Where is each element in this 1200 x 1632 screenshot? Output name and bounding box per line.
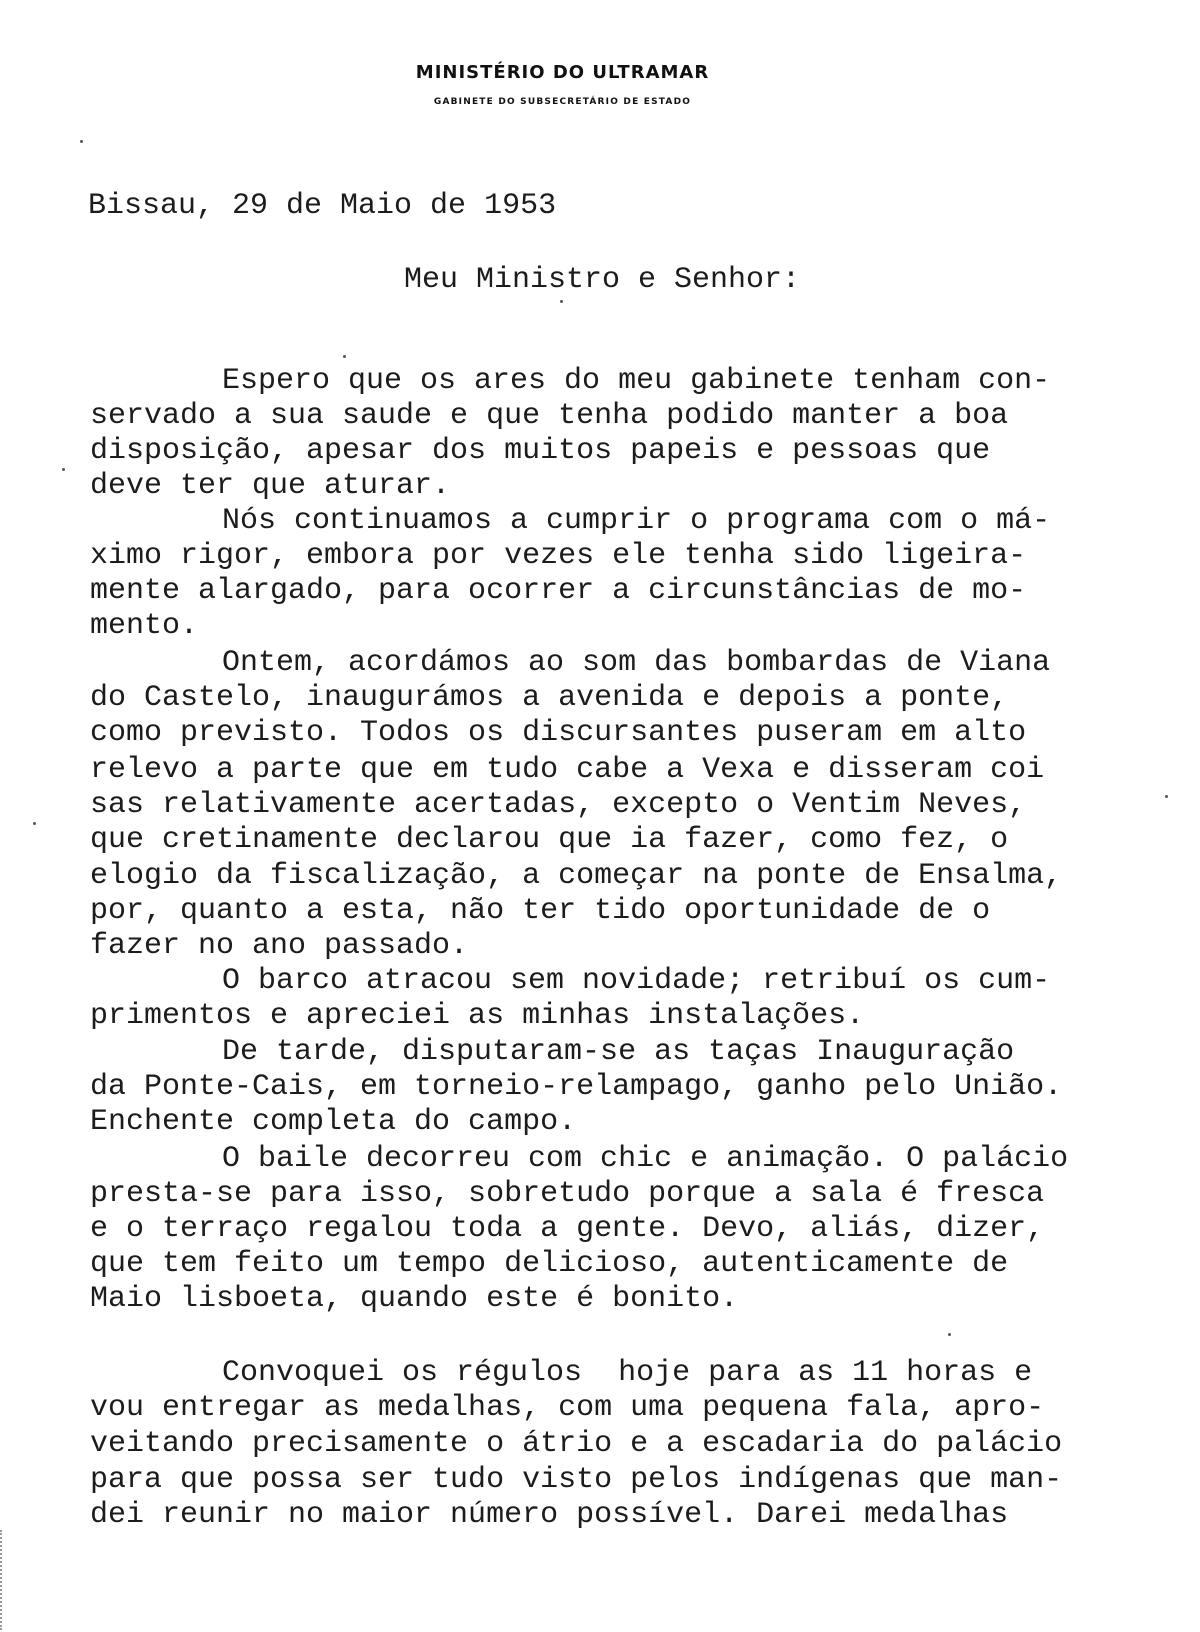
letter-line: Enchente completa do campo. [90, 1105, 577, 1139]
letter-line: Convoquei os régulos hoje para as 11 horas e [222, 1356, 1033, 1390]
letter-line: mente alargado, para ocorrer a circunstâncias de mo- [90, 574, 1027, 608]
paper-speck [343, 355, 346, 358]
letter-line: da Ponte-Cais, em torneio-relampago, ganho pelo União. [90, 1070, 1063, 1104]
letter-line: como previsto. Todos os discursantes puseram em alto [90, 716, 1027, 750]
letter-line: veitando precisamente o átrio e a escadaria do palácio [90, 1427, 1063, 1461]
letter-line: vou entregar as medalhas, com uma pequena fala, apro- [90, 1391, 1045, 1425]
letterhead-title: MINISTÉRIO DO ULTRAMAR [415, 62, 710, 83]
letter-line: O baile decorreu com chic e animação. O palácio [222, 1142, 1069, 1176]
letter-line: De tarde, disputaram-se as taças Inauguração [222, 1035, 1015, 1069]
paper-speck [948, 1333, 951, 1336]
letter-line: disposição, apesar dos muitos papeis e pessoas que [90, 434, 991, 468]
letter-line: primentos e apreciei as minhas instalações. [90, 999, 865, 1033]
letter-line: para que possa ser tudo visto pelos indígenas que man- [90, 1463, 1063, 1497]
letter-line: deve ter que aturar. [90, 469, 451, 503]
letter-line: Espero que os ares do meu gabinete tenham con- [222, 364, 1051, 398]
letter-line: que cretinamente declarou que ia fazer, como fez, o [90, 823, 1009, 857]
letter-line: Nós continuamos a cumprir o programa com o má- [222, 504, 1051, 538]
letter-line: do Castelo, inaugurámos a avenida e depois a ponte, [90, 681, 1009, 715]
paper-speck [1165, 795, 1168, 798]
letter-line: mento. [90, 609, 199, 643]
letter-line: que tem feito um tempo delicioso, autenticamente de [90, 1247, 1009, 1281]
letter-line: O barco atracou sem novidade; retribuí os cum- [222, 964, 1051, 998]
letter-line: servado a sua saude e que tenha podido manter a boa [90, 399, 1009, 433]
salutation: Meu Ministro e Senhor: [404, 263, 801, 297]
page-edge [0, 1530, 5, 1630]
letter-line: dei reunir no maior número possível. Darei medalhas [90, 1498, 1009, 1532]
letter-line: sas relativamente acertadas, excepto o Ventim Neves, [90, 788, 1027, 822]
paper-speck [80, 140, 83, 143]
letter-line: e o terraço regalou toda a gente. Devo, aliás, dizer, [90, 1212, 1045, 1246]
letter-date: Bissau, 29 de Maio de 1953 [88, 189, 557, 223]
letter-line: relevo a parte que em tudo cabe a Vexa e disseram coi [90, 753, 1045, 787]
paper-speck [560, 300, 563, 303]
letter-line: Maio lisboeta, quando este é bonito. [90, 1282, 739, 1316]
letter-line: por, quanto a esta, não ter tido oportunidade de o [90, 894, 991, 928]
letter-line: elogio da fiscalização, a começar na ponte de Ensalma, [90, 859, 1063, 893]
letter-line: ximo rigor, embora por vezes ele tenha sido ligeira- [90, 539, 1027, 573]
paper-speck [33, 822, 36, 825]
letter-line: fazer no ano passado. [90, 929, 469, 963]
letterhead-subtitle: GABINETE DO SUBSECRETÁRIO DE ESTADO [433, 97, 692, 107]
paper-speck [62, 468, 65, 471]
letter-line: presta-se para isso, sobretudo porque a sala é fresca [90, 1177, 1045, 1211]
letterhead [0, 62, 1200, 107]
letter-line: Ontem, acordámos ao som das bombardas de Viana [222, 646, 1051, 680]
